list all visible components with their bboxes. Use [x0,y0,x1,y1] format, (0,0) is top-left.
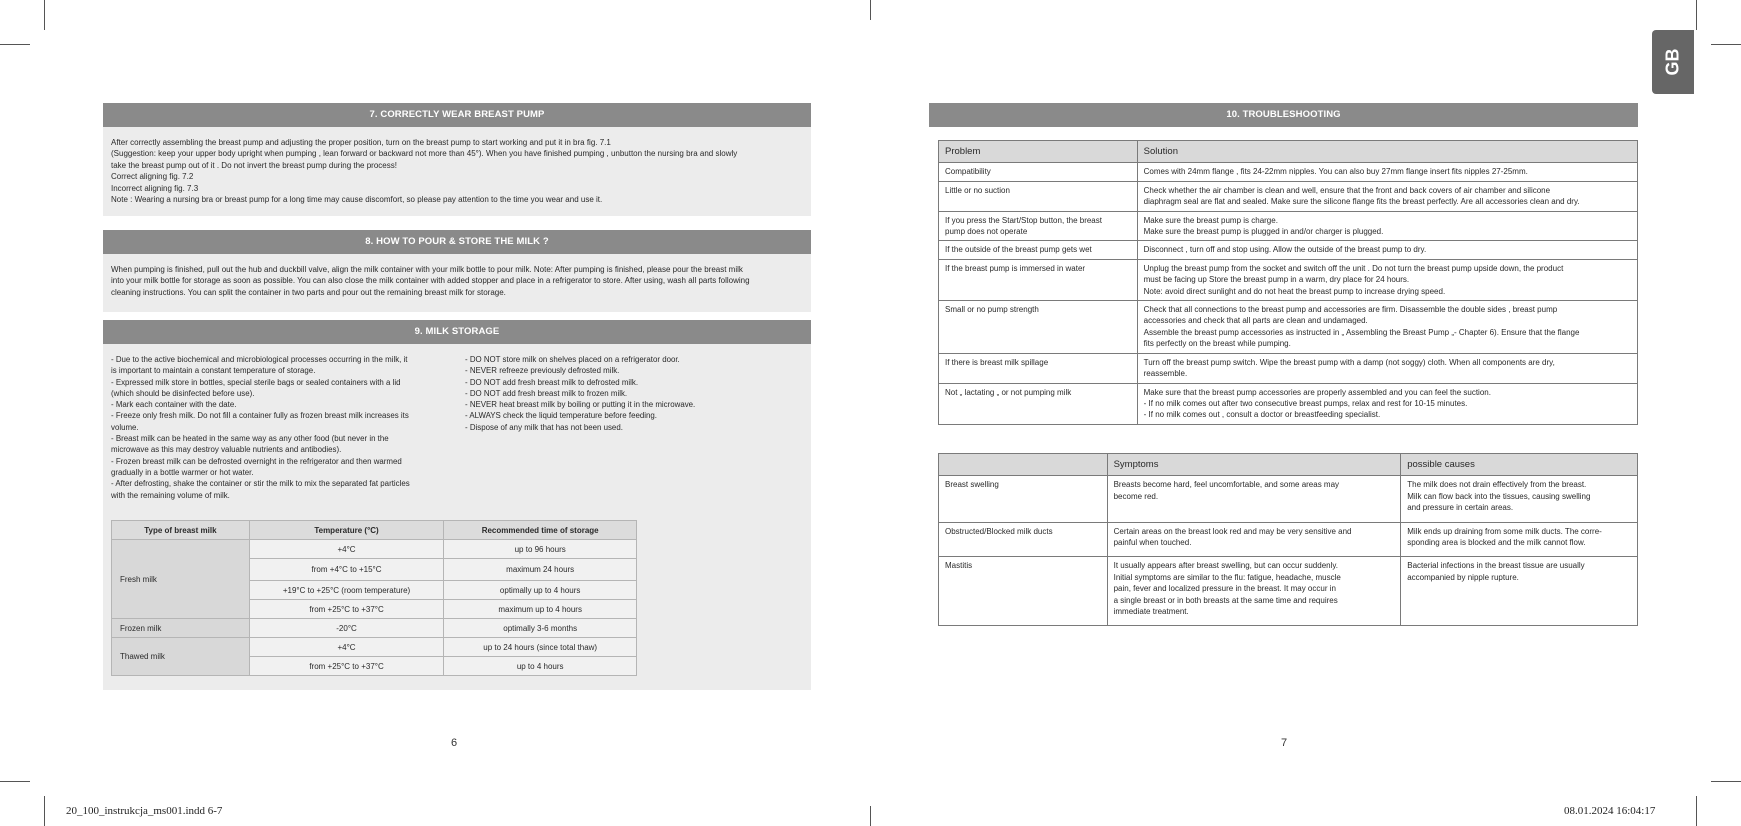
table-row [939,522,1638,557]
cell-line: - If no milk comes out after two consecutive breast pumps, relax and rest for 10-15 minutes. [1143,398,1468,408]
causes-cell [1401,476,1638,522]
cell-line: If the breast pump is immersed in water [945,263,1086,273]
cell-line: Certain areas on the breast look red and may be very sensitive and [1113,526,1352,536]
list-item: - After defrosting, shake the container or stir the milk to mix the separated fat particles [111,479,410,489]
table-cell: +4°C [249,638,444,657]
cell-line: Check whether the air chamber is clean and well, ensure that the front and back covers of air chamber and silicone [1143,185,1551,195]
cell-line: Disconnect , turn off and stop using. Allow the outside of the breast pump to dry. [1143,245,1427,255]
cell-line: Obstructed/Blocked milk ducts [945,526,1053,536]
list-item: (which should be disinfected before use). [111,388,255,398]
text-line: When pumping is finished, pull out the hub and duckbill valve, align the milk container with your milk bottle to pour milk. Note: After pumping is finished, please pour the breast milk [111,265,743,274]
solution-cell [1137,259,1637,300]
cell-line: painful when touched. [1113,538,1192,548]
section-10-title: 10. TROUBLESHOOTING [929,103,1638,127]
table-cell: +4°C [249,540,444,559]
problem-cell [939,259,1138,300]
table-cell: maximum 24 hours [444,559,637,581]
list-item: - NEVER refreeze previously defrosted milk. [465,366,620,376]
cell-line: Initial symptoms are similar to the flu: fatigue, headache, muscle [1113,572,1341,582]
list-item: gradually in a bottle warmer or hot water. [111,467,254,477]
list-item: - Due to the active biochemical and microbiological processes occurring in the milk, it [111,355,408,364]
column-header: possible causes [1401,454,1638,476]
table-row [112,619,637,638]
text-line: cleaning instructions. You can split the container in two parts and pour out the remaining breast milk for storage. [111,287,506,297]
list-item: - ALWAYS check the liquid temperature before feeding. [465,411,657,421]
problem-cell [939,211,1138,241]
table-cell: up to 96 hours [444,540,637,559]
crop-mark [870,806,871,826]
milk-type-cell: Thawed milk [112,638,250,676]
list-item: - Frozen breast milk can be defrosted overnight in the refrigerator and then warmed [111,456,402,466]
crop-mark [0,781,30,782]
table-row [939,259,1638,300]
cell-line: fits perfectly on the breast while pumping. [1143,339,1291,349]
cell-line: Make sure the breast pump is plugged in and/or charger is plugged. [1143,227,1384,237]
column-header: Type of breast milk [112,521,250,540]
column-header: Symptoms [1107,454,1401,476]
table-cell: optimally 3-6 months [444,619,637,638]
table-row [939,383,1638,424]
symptoms-cell [1107,476,1401,522]
column-header: Recommended time of storage [444,521,637,540]
cell-line: Compatibility [945,167,991,177]
table-cell: optimally up to 4 hours [444,581,637,600]
cell-line: If you press the Start/Stop button, the breast [945,215,1102,225]
storage-rules-right [465,354,695,433]
list-item: - Expressed milk store in bottles, special sterile bags or sealed containers with a lid [111,377,401,387]
cell-line: Bacterial infections in the breast tissue are usually [1407,561,1585,571]
section-7-text [103,127,811,205]
symptoms-cell [1107,522,1401,557]
list-item: - Dispose of any milk that has not been used. [465,422,623,432]
causes-cell [1401,522,1638,557]
table-row [939,557,1638,626]
text-line: Incorrect aligning fig. 7.3 [111,183,199,193]
list-item: - Breast milk can be heated in the same way as any other food (but never in the [111,434,389,444]
problem-cell [939,181,1138,211]
cell-line: become red. [1113,491,1159,501]
footer-timestamp: 08.01.2024 16:04:17 [1564,805,1656,817]
cell-line: Check that all connections to the breast pump and accessories are firm. Disassemble the double sides , breast pump [1143,305,1558,315]
section-7 [103,103,811,216]
crop-mark [44,796,45,826]
list-item: - DO NOT add fresh breast milk to frozen milk. [465,388,628,398]
cell-line: diaphragm seal are flat and sealed. Make sure the silicone flange fits the breast perfectly. Are all accessories clean and dry. [1143,197,1580,207]
list-item: is important to maintain a constant temperature of storage. [111,366,316,376]
symptoms-table [938,453,1638,626]
language-tab-label: GB [1662,48,1683,76]
list-item: volume. [111,422,139,432]
section-8 [103,230,811,312]
cell-line: It usually appears after breast swelling, but can occur suddenly. [1113,561,1339,571]
text-line: After correctly assembling the breast pump and adjusting the proper position, turn on the breast pump to start working and put it in bra fig. 7.1 [111,138,611,147]
table-cell: -20°C [249,619,444,638]
crop-mark [44,0,45,30]
solution-cell [1137,383,1637,424]
cell-line: accompanied by nipple rupture. [1407,572,1519,582]
text-line: Note : Wearing a nursing bra or breast pump for a long time may cause discomfort, so please pay attention to the time you wear and use it. [111,195,603,205]
column-header: Temperature (°C) [249,521,444,540]
solution-cell [1137,301,1637,354]
table-cell: +19°C to +25°C (room temperature) [249,581,444,600]
problem-cell [939,353,1138,383]
footer-filename: 20_100_instrukcja_ms001.indd 6-7 [66,805,223,817]
cell-line: Breast swelling [945,480,999,490]
list-item: microwave as this may destroy valuable nutrients and antibodies). [111,445,342,455]
condition-cell [939,476,1108,522]
cell-line: pain, fever and localized pressure in the breast. It may occur in [1113,584,1336,594]
problem-cell [939,163,1138,181]
problem-cell [939,241,1138,259]
cell-line: must be facing up Store the breast pump in a warm, dry place for 24 hours. [1143,275,1410,285]
table-row [939,476,1638,522]
table-row [939,353,1638,383]
list-item: - Freeze only fresh milk. Do not fill a container fully as frozen breast milk increases its [111,411,409,421]
table-row [939,211,1638,241]
section-9 [103,320,811,690]
table-row [939,181,1638,211]
solution-cell [1137,353,1637,383]
text-line: Correct aligning fig. 7.2 [111,172,194,182]
cell-line: Breasts become hard, feel uncomfortable, and some areas may [1113,480,1340,490]
cell-line: - If no milk comes out , consult a doctor or breastfeeding specialist. [1143,410,1381,420]
condition-cell [939,557,1108,626]
cell-line: If the outside of the breast pump gets wet [945,245,1092,255]
list-item: - Mark each container with the date. [111,400,237,410]
cell-line: reassemble. [1143,369,1188,379]
cell-line: Comes with 24mm flange , fits 24-22mm nipples. You can also buy 27mm flange insert fits nipples 27-25mm. [1143,167,1528,177]
solution-cell [1137,163,1637,181]
table-cell: from +4°C to +15°C [249,559,444,581]
page-number-right: 7 [1281,737,1288,749]
cell-line: Make sure that the breast pump accessories are properly assembled and you can feel the suction. [1143,387,1491,397]
cell-line: accessories and check that all parts are clean and undamaged. [1143,316,1368,326]
table-cell: from +25°C to +37°C [249,600,444,619]
problem-cell [939,301,1138,354]
list-item: - DO NOT store milk on shelves placed on a refrigerator door. [465,355,680,364]
section-9-title: 9. MILK STORAGE [103,320,811,344]
solution-cell [1137,241,1637,259]
table-cell: from +25°C to +37°C [249,657,444,676]
section-8-text [103,254,811,298]
table-row [939,163,1638,181]
cell-line: pump does not operate [945,227,1028,237]
section-7-title: 7. CORRECTLY WEAR BREAST PUMP [103,103,811,127]
table-row [939,301,1638,354]
table-header-row [939,141,1638,163]
cell-line: Not „ lactating „ or not pumping milk [945,387,1072,397]
cell-line: The milk does not drain effectively from the breast. [1407,480,1587,490]
table-row [939,241,1638,259]
cell-line: Little or no suction [945,185,1010,195]
cell-line: Milk ends up draining from some milk ducts. The corre- [1407,526,1602,536]
table-cell: up to 24 hours (since total thaw) [444,638,637,657]
cell-line: Mastitis [945,561,973,571]
table-row [112,638,637,657]
text-line: into your milk bottle for storage as soon as possible. You can also close the milk container with added stopper and place in a refrigerator to store. After using, wash all parts following [111,276,750,286]
crop-mark [0,44,30,45]
cell-line: and pressure in certain areas. [1407,503,1514,513]
text-line: take the breast pump out of it . Do not invert the breast pump during the process! [111,160,397,170]
cell-line: Small or no pump strength [945,305,1039,315]
problem-cell [939,383,1138,424]
cell-line: If there is breast milk spillage [945,357,1049,367]
cell-line: Milk can flow back into the tissues, causing swelling [1407,491,1591,501]
table-header-row [939,454,1638,476]
table-row [112,540,637,559]
list-item: - NEVER heat breast milk by boiling or putting it in the microwave. [465,400,696,410]
crop-mark [870,0,871,20]
storage-rules-left [111,354,410,501]
cell-line: Turn off the breast pump switch. Wipe the breast pump with a damp (not soggy) cloth. When all components are dry, [1143,357,1555,367]
cell-line: sponding area is blocked and the milk cannot flow. [1407,538,1586,548]
list-item: with the remaining volume of milk. [111,490,230,500]
language-tab [1652,30,1694,94]
crop-mark [1711,44,1741,45]
troubleshooting-table [938,140,1638,425]
column-header: Problem [939,141,1138,163]
milk-type-cell: Fresh milk [112,540,250,619]
solution-cell [1137,181,1637,211]
crop-mark [1711,781,1741,782]
cell-line: immediate treatment. [1113,607,1189,617]
symptoms-cell [1107,557,1401,626]
condition-cell [939,522,1108,557]
text-line: (Suggestion: keep your upper body upright when pumping , lean forward or backward not more than 45°). When you have finished pumping , unbutton the nursing bra and slowly [111,149,738,159]
table-cell: maximum up to 4 hours [444,600,637,619]
cell-line: Note: avoid direct sunlight and do not heat the breast pump to increase drying speed. [1143,286,1446,296]
table-cell: up to 4 hours [444,657,637,676]
column-header: Solution [1137,141,1637,163]
crop-mark [1696,796,1697,826]
solution-cell [1137,211,1637,241]
table-header-row [112,521,637,540]
page-number-left: 6 [451,737,458,749]
crop-mark [1696,0,1697,30]
causes-cell [1401,557,1638,626]
section-8-title: 8. HOW TO POUR & STORE THE MILK ? [103,230,811,254]
list-item: - DO NOT add fresh breast milk to defrosted milk. [465,377,639,387]
milk-type-cell: Frozen milk [112,619,250,638]
storage-table [111,520,637,676]
cell-line: Assemble the breast pump accessories as instructed in „ Assembling the Breast Pump „- Chapter 6). Ensure that the flange [1143,327,1580,337]
cell-line: a single breast or in both breasts at the same time and requires [1113,595,1338,605]
cell-line: Unplug the breast pump from the socket and switch off the unit . Do not turn the breast pump upside down, the product [1143,263,1564,273]
cell-line: Make sure the breast pump is charge. [1143,215,1278,225]
column-header [939,454,1108,476]
